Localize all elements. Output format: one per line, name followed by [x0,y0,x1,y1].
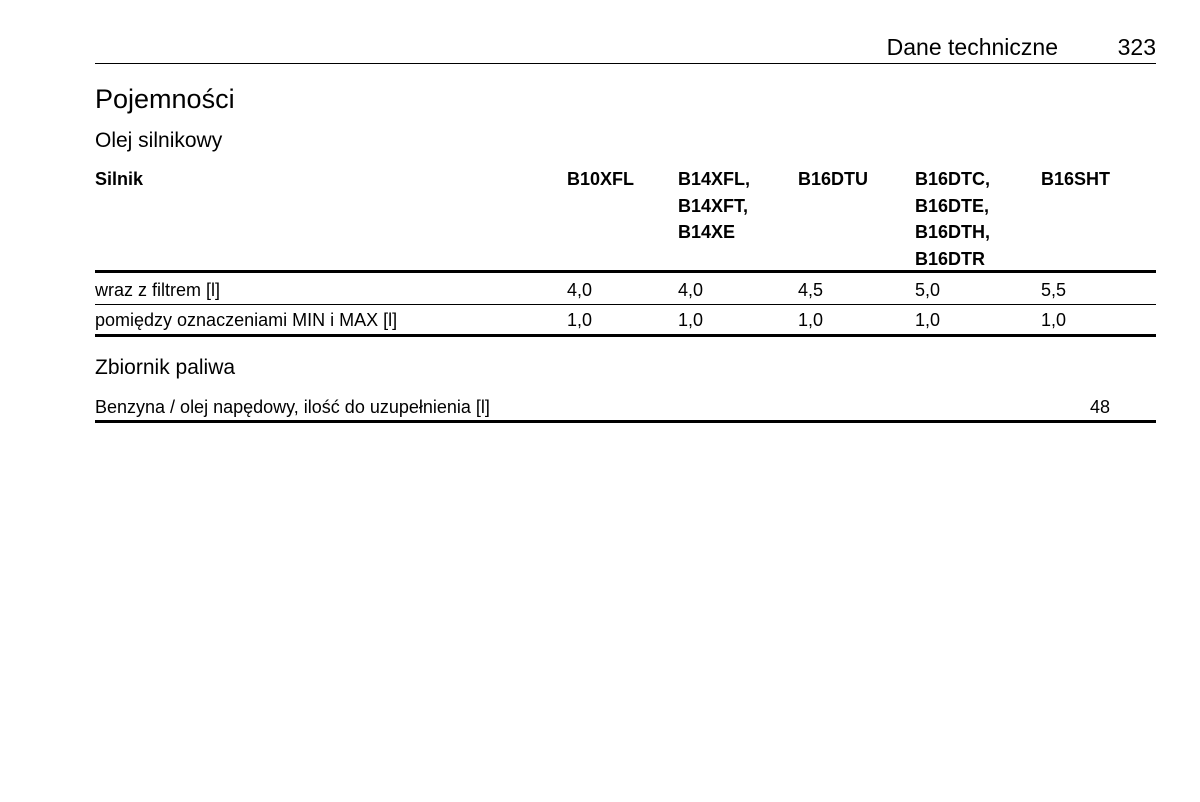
fuel-capacity-value: 48 [1089,397,1110,417]
table-cell: 4,5 [798,280,824,300]
table-bottom-rule [95,334,1156,337]
page-number: 323 [1117,34,1156,60]
table-cell: 1,0 [678,310,704,330]
engine-code: B16DTE, [915,195,990,216]
engine-header-1 [567,166,634,193]
engine-code: B14XFT, [678,195,749,216]
table-cell: 1,0 [798,310,824,330]
engine-code: B14XE [678,222,736,242]
table-cell: 4,0 [567,280,593,300]
engine-header-3 [798,166,868,193]
engine-column-label: Silnik [95,169,144,189]
table-row-divider [95,304,1156,305]
page-header [95,32,1156,64]
table-cell: 4,0 [678,280,704,300]
engine-code: B16DTR [915,248,986,269]
engine-code: B16DTH, [915,222,991,242]
engine-code: B14XFL, [678,169,751,189]
engine-code: B16DTC, [915,169,991,189]
table-cell: 1,0 [567,310,593,330]
fuel-bottom-rule [95,420,1156,423]
oil-heading: Olej silnikowy [95,129,223,152]
row-label-min-max: pomiędzy oznaczeniami MIN i MAX [l] [95,310,398,330]
manual-page [95,0,1156,802]
fuel-heading: Zbiornik paliwa [95,356,236,379]
engine-header-2 [678,166,750,246]
engine-code: B16SHT [1041,169,1111,189]
table-cell: 5,0 [915,280,941,300]
fuel-capacity-label: Benzyna / olej napędowy, ilość do uzupełnienia [l] [95,397,490,417]
engine-header-5 [1041,166,1110,193]
table-cell: 5,5 [1041,280,1067,300]
table-cell: 1,0 [1041,310,1067,330]
engine-code: B10XFL [567,169,635,189]
table-cell: 1,0 [915,310,941,330]
row-label-with-filter: wraz z filtrem [l] [95,280,221,300]
table-header-rule [95,270,1156,273]
page-title: Pojemności [95,84,235,114]
engine-header-4 [915,166,990,272]
section-title: Dane techniczne [886,34,1058,60]
engine-code: B16DTU [798,169,869,189]
